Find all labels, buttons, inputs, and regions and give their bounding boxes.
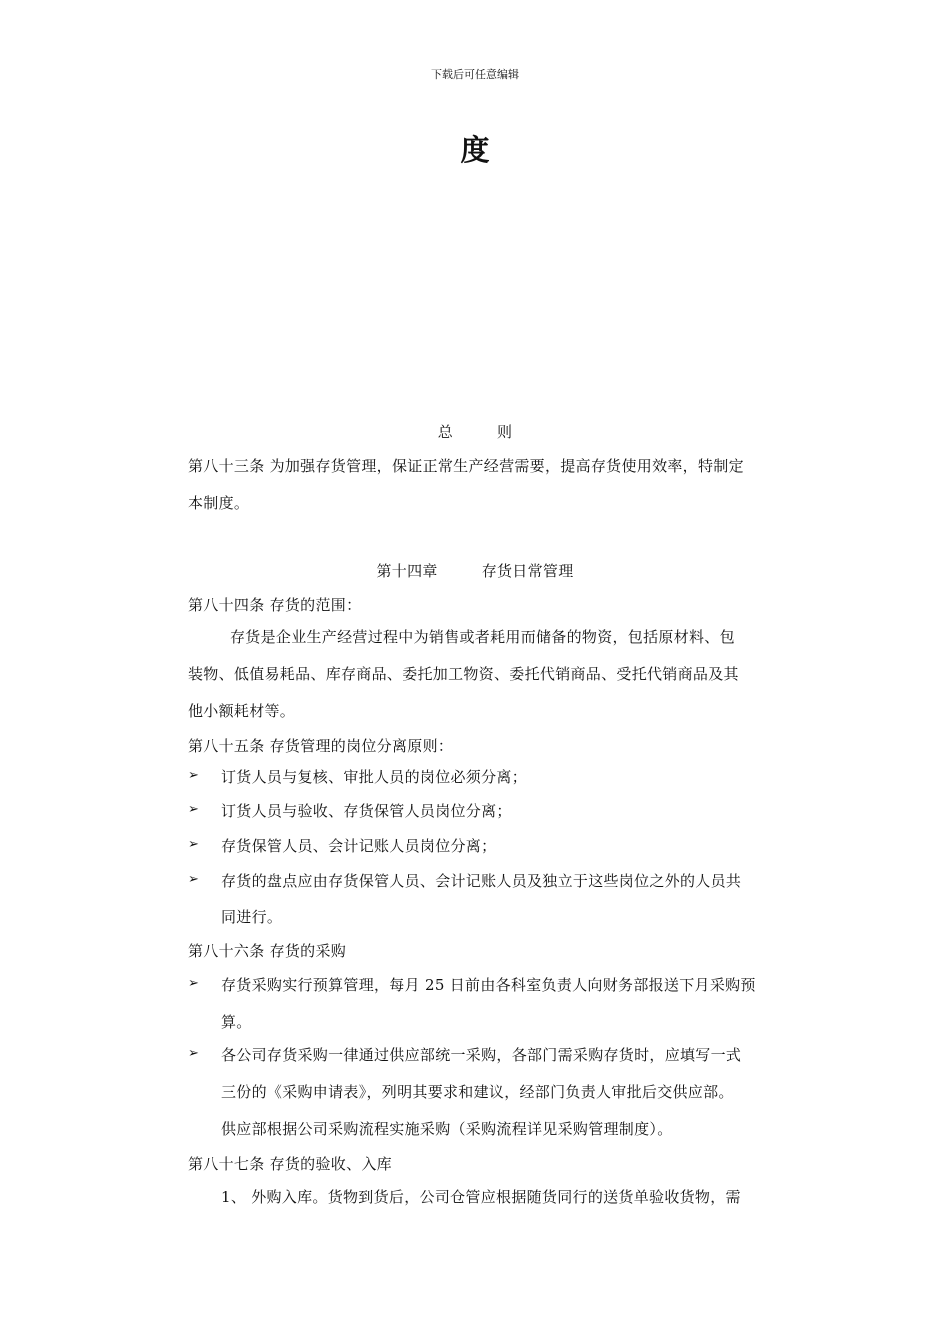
section-heading-general — [0, 421, 950, 442]
article-84-title: 第八十四条 存货的范围： — [188, 596, 362, 614]
article-85-item-3: 存货保管人员、会计记账人员岗位分离； — [221, 837, 497, 855]
article-86-title: 第八十六条 存货的采购 — [188, 942, 347, 960]
article-86-item-2-cont-2: 供应部根据公司采购流程实施采购（采购流程详见采购管理制度）。 — [221, 1120, 673, 1138]
article-84-body-line-3: 他小额耗材等。 — [188, 702, 296, 720]
article-83-line-2: 本制度。 — [188, 494, 250, 512]
article-86-item-2-cont-1: 三份的《采购申请表》，列明其要求和建议，经部门负责人审批后交供应部。 — [221, 1083, 734, 1101]
chapter-14-heading — [0, 560, 950, 581]
section-heading-right: 则 — [497, 423, 513, 441]
section-heading-left: 总 — [437, 423, 453, 441]
bullet-arrow-icon: ➢ — [188, 976, 199, 991]
article-85-item-2: 订货人员与验收、存货保管人员岗位分离； — [221, 802, 512, 820]
article-85-item-4: 存货的盘点应由存货保管人员、会计记账人员及独立于这些岗位之外的人员共 — [221, 872, 742, 890]
article-87-title: 第八十七条 存货的验收、入库 — [188, 1155, 392, 1173]
article-84-body-line-1: 存货是企业生产经营过程中为销售或者耗用而储备的物资，包括原材料、包 — [230, 628, 735, 646]
bullet-arrow-icon: ➢ — [188, 837, 199, 852]
bullet-arrow-icon: ➢ — [188, 802, 199, 817]
document-title: 度 — [460, 133, 490, 167]
page-header: 下载后可任意编辑 — [431, 68, 519, 81]
article-86-item-1-cont: 算。 — [221, 1013, 252, 1031]
chapter-14-title: 存货日常管理 — [481, 562, 574, 580]
bullet-arrow-icon: ➢ — [188, 1046, 199, 1061]
article-84-body-line-2: 装物、低值易耗品、库存商品、委托加工物资、委托代销商品、受托代销商品及其 — [188, 665, 739, 683]
article-85-item-4-cont: 同进行。 — [221, 908, 283, 926]
article-83-line-1: 第八十三条 为加强存货管理，保证正常生产经营需要，提高存货使用效率，特制定 — [188, 457, 744, 475]
article-87-line-1: 1、 外购入库。货物到货后，公司仓管应根据随货同行的送货单验收货物，需 — [221, 1188, 741, 1206]
article-85-item-1: 订货人员与复核、审批人员的岗位必须分离； — [221, 768, 528, 786]
article-85-title: 第八十五条 存货管理的岗位分离原则： — [188, 737, 454, 755]
bullet-arrow-icon: ➢ — [188, 768, 199, 783]
bullet-arrow-icon: ➢ — [188, 872, 199, 887]
article-86-item-1: 存货采购实行预算管理，每月 25 日前由各科室负责人向财务部报送下月采购预 — [221, 976, 756, 994]
article-86-item-2: 各公司存货采购一律通过供应部统一采购，各部门需采购存货时，应填写一式 — [221, 1046, 742, 1064]
chapter-14-number: 第十四章 — [376, 562, 438, 580]
